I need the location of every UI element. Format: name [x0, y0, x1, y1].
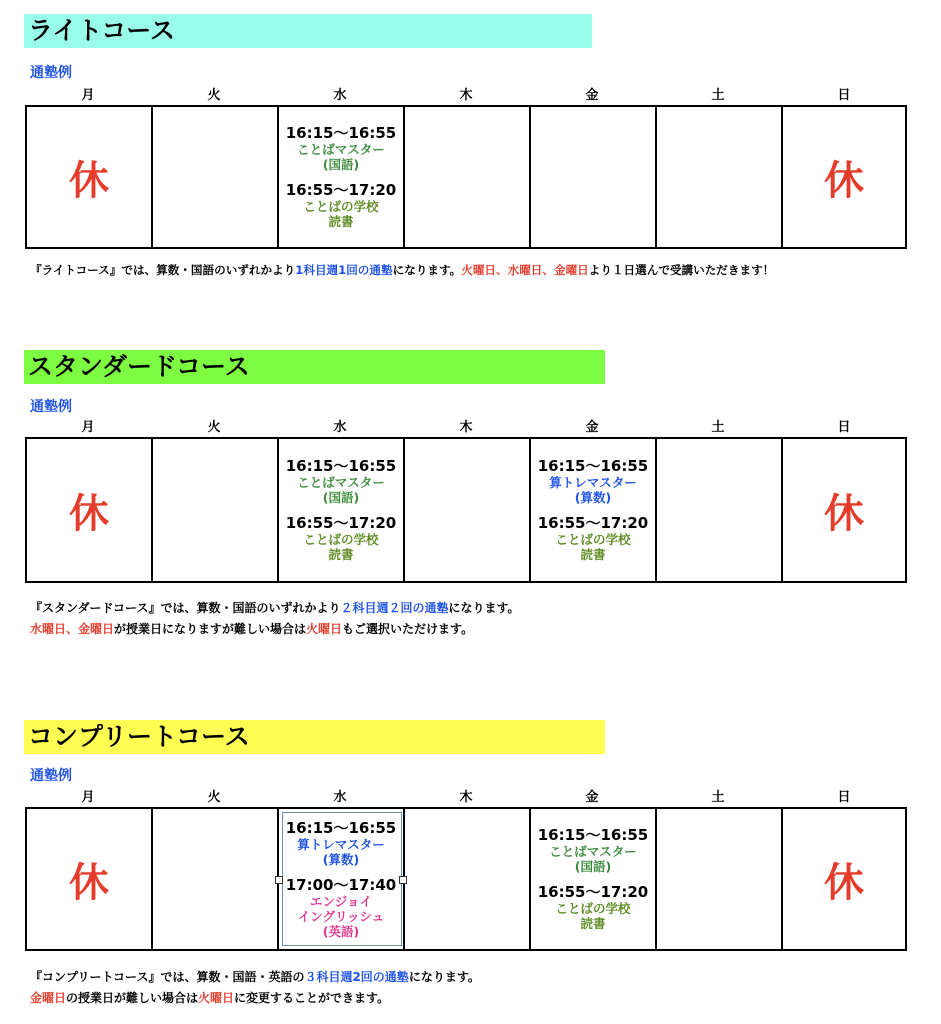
day-sat: 土 — [711, 790, 725, 805]
class-subject-sub: (英語) — [322, 923, 360, 939]
class-time: 16:55〜17:20 — [537, 883, 649, 901]
cell-thu — [405, 809, 531, 949]
note-text: 『コンプリートコース』では、算数・国語・英語の — [30, 970, 305, 984]
course-note-light — [30, 260, 774, 281]
class-slot — [286, 458, 397, 505]
cell-sat — [657, 439, 783, 581]
course-note-standard — [30, 598, 520, 640]
weekday-header — [25, 87, 907, 105]
cell-sun — [783, 107, 905, 247]
course-title-complete: コンプリートコース — [24, 720, 605, 754]
day-mon: 月 — [81, 88, 95, 103]
note-days: 火曜日 — [198, 991, 235, 1005]
class-subject-sub: (算数) — [574, 490, 612, 505]
note-text: より１日選んで受講いただきます！ — [588, 263, 775, 277]
class-subject-sub: 読書 — [328, 214, 354, 229]
class-subject: ことばの学校 — [303, 532, 379, 547]
class-slot — [286, 820, 397, 867]
note-text: に変更することができます。 — [234, 991, 390, 1005]
class-time: 16:15〜16:55 — [285, 818, 397, 837]
day-mon: 月 — [81, 420, 95, 435]
rest-mark: 休 — [824, 859, 864, 906]
day-mon: 月 — [81, 790, 95, 805]
class-slot — [286, 515, 397, 562]
class-subject: ことばの学校 — [555, 532, 631, 547]
day-sun: 日 — [837, 88, 851, 103]
schedule-grid-standard — [25, 437, 907, 583]
note-text: になります。 — [392, 263, 462, 277]
day-wed: 水 — [333, 790, 347, 805]
weekday-header — [25, 789, 907, 807]
course-title-light: ライトコース — [24, 14, 592, 48]
note-days: 火曜日、水曜日、金曜日 — [461, 263, 589, 277]
day-wed: 水 — [333, 88, 347, 103]
note-text: 『ライトコース』では、算数・国語のいずれかより — [30, 263, 296, 277]
cell-tue — [153, 439, 279, 581]
cell-thu — [405, 107, 531, 247]
class-subject-sub: 読書 — [580, 916, 606, 931]
class-subject-line2: イングリッシュ — [297, 908, 385, 924]
cell-tue — [153, 107, 279, 247]
schedule-grid-complete — [25, 807, 907, 951]
example-label: 通塾例 — [30, 399, 72, 415]
class-subject-sub: (国語) — [322, 157, 360, 172]
note-highlight: ２科目週２回の通塾 — [340, 601, 449, 615]
day-thu: 木 — [459, 88, 473, 103]
schedule-grid-light — [25, 105, 907, 249]
class-subject-sub: (国語) — [574, 859, 612, 874]
cell-wed — [279, 107, 405, 247]
note-highlight: 1科目週1回の通塾 — [295, 263, 393, 277]
cell-tue — [153, 809, 279, 949]
cell-mon — [27, 809, 153, 949]
rest-mark: 休 — [69, 490, 109, 537]
rest-mark: 休 — [69, 157, 109, 204]
resize-handle[interactable] — [399, 876, 407, 884]
class-slot — [286, 877, 397, 939]
cell-mon — [27, 107, 153, 247]
class-slot — [286, 182, 397, 229]
cell-sat — [657, 107, 783, 247]
note-text: もご選択いただけます。 — [342, 622, 474, 636]
class-time: 16:15〜16:55 — [537, 826, 649, 844]
class-subject-sub: 読書 — [580, 547, 606, 562]
class-subject: ことばマスター — [297, 475, 385, 490]
cell-sun — [783, 439, 905, 581]
cell-mon — [27, 439, 153, 581]
day-tue: 火 — [207, 88, 221, 103]
weekday-header — [25, 419, 907, 437]
note-days: 水曜日、金曜日 — [30, 622, 115, 636]
cell-wed — [279, 439, 405, 581]
class-time: 16:15〜16:55 — [285, 457, 397, 475]
class-slot — [538, 458, 649, 505]
note-text: 『スタンダードコース』では、算数・国語のいずれかより — [30, 601, 341, 615]
class-time: 16:15〜16:55 — [537, 457, 649, 475]
note-days: 金曜日 — [30, 991, 67, 1005]
day-sat: 土 — [711, 420, 725, 435]
resize-handle[interactable] — [275, 876, 283, 884]
cell-sun — [783, 809, 905, 949]
class-subject: ことばマスター — [549, 844, 637, 859]
cell-sat — [657, 809, 783, 949]
cell-fri — [531, 809, 657, 949]
class-slot — [538, 827, 649, 874]
class-subject: 算トレマスター — [549, 475, 637, 490]
class-slot — [538, 884, 649, 931]
note-text: が授業日になりますが難しい場合は — [114, 622, 307, 636]
class-slot — [286, 125, 397, 172]
day-fri: 金 — [585, 420, 599, 435]
class-time: 16:55〜17:20 — [285, 181, 397, 199]
day-thu: 木 — [459, 420, 473, 435]
cell-fri — [531, 439, 657, 581]
example-label: 通塾例 — [30, 768, 72, 784]
day-fri: 金 — [585, 88, 599, 103]
rest-mark: 休 — [69, 859, 109, 906]
class-subject: 算トレマスター — [297, 836, 385, 852]
example-label: 通塾例 — [30, 65, 72, 81]
class-slot — [538, 515, 649, 562]
class-subject: ことばの学校 — [555, 901, 631, 916]
rest-mark: 休 — [824, 490, 864, 537]
class-time: 16:55〜17:20 — [285, 514, 397, 532]
class-subject: ことばの学校 — [303, 199, 379, 214]
note-text: になります。 — [448, 601, 520, 615]
day-wed: 水 — [333, 420, 347, 435]
course-title-standard: スタンダードコース — [24, 350, 605, 384]
class-time: 17:00〜17:40 — [285, 875, 397, 894]
class-subject-sub: 読書 — [328, 547, 354, 562]
cell-fri — [531, 107, 657, 247]
class-subject-sub: (算数) — [322, 851, 360, 867]
day-sun: 日 — [837, 790, 851, 805]
note-highlight: ３科目週2回の通塾 — [304, 970, 409, 984]
day-tue: 火 — [207, 790, 221, 805]
note-text: の授業日が難しい場合は — [66, 991, 199, 1005]
class-time: 16:15〜16:55 — [285, 124, 397, 142]
course-note-complete — [30, 967, 480, 1009]
class-subject: ことばマスター — [297, 142, 385, 157]
rest-mark: 休 — [824, 157, 864, 204]
day-sun: 日 — [837, 420, 851, 435]
day-sat: 土 — [711, 88, 725, 103]
note-days: 火曜日 — [306, 622, 343, 636]
day-fri: 金 — [585, 790, 599, 805]
cell-thu — [405, 439, 531, 581]
class-time: 16:55〜17:20 — [537, 514, 649, 532]
class-subject-sub: (国語) — [322, 490, 360, 505]
day-thu: 木 — [459, 790, 473, 805]
day-tue: 火 — [207, 420, 221, 435]
cell-wed[interactable] — [279, 809, 405, 949]
note-text: になります。 — [408, 970, 480, 984]
class-subject: エンジョイ — [310, 893, 372, 909]
